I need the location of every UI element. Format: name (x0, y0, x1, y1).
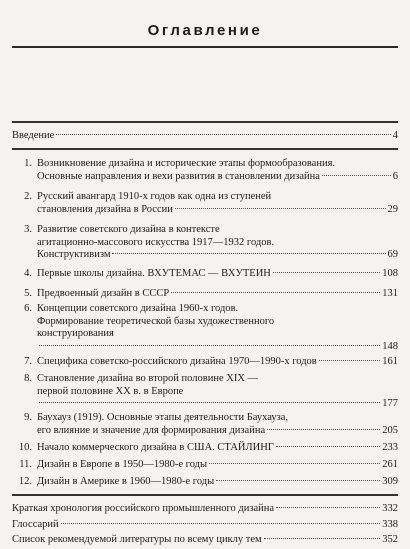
entry-page: 108 (382, 268, 398, 279)
entry-line: становления дизайна в России (37, 203, 173, 215)
entry-line: Баухауз (1919). Основные этапы деятельности Баухауза, (37, 412, 289, 423)
entry-page: 352 (382, 534, 398, 545)
leader-dots (112, 253, 385, 254)
title-rule (12, 46, 398, 48)
entry-line: Концепции советского дизайна 1960-х годов. (37, 303, 239, 314)
entry-label: Краткая хронология российского промышленного дизайна (12, 503, 275, 514)
entry-page: 233 (382, 442, 398, 453)
leader-dots (267, 429, 380, 430)
entry-line: агитационно-массового искусства 1917—1932 годов. (37, 236, 275, 248)
entry-line: Возникновение дизайна и исторические этапы формообразования. (37, 158, 336, 169)
leader-dots (273, 272, 380, 273)
chapter-number: 3. (24, 224, 32, 235)
entry-line: Дизайн в Европе в 1950—1980-е годы (37, 459, 208, 470)
chapter-number: 10. (18, 442, 32, 453)
chapter-number: 6. (24, 303, 32, 314)
chapter-number: 5. (24, 288, 32, 299)
leader-dots (56, 134, 390, 135)
entry-line: первой половине XX в. в Европе (37, 385, 184, 397)
leader-dots (216, 480, 380, 481)
leader-dots (276, 507, 380, 508)
entry-label: Глоссарий (12, 519, 59, 530)
entry-label: Введение (12, 130, 55, 141)
chapter-number: 1. (24, 158, 32, 169)
entry-line: Русский авангард 1910-х годов как одна из ступеней (37, 191, 272, 202)
entry-line: Начало коммерческого дизайна в США. СТАЙЛИНГ (37, 442, 274, 453)
entry-line: Специфика советско-российского дизайна 1970—1990-х годов (37, 356, 317, 367)
chapter-number: 11. (19, 459, 32, 470)
leader-dots (171, 292, 380, 293)
entry-line: конструирования (37, 328, 114, 339)
divider-chapters-top (12, 148, 398, 150)
entry-line: его влияние и значение для формирования дизайна (37, 424, 266, 436)
divider-back-top (12, 494, 398, 496)
chapter-number: 12. (18, 476, 32, 487)
entry-page: 4 (392, 130, 398, 141)
leader-dots (61, 523, 381, 524)
leader-dots (322, 175, 391, 176)
entry-line: Развитие советского дизайна в контексте (37, 224, 220, 235)
entry-line: Основные направления и вехи развития в становлении дизайна (37, 170, 320, 182)
leader-dots (175, 208, 386, 209)
chapter-number: 4. (24, 268, 32, 279)
entry-line: Конструктивизм (37, 249, 111, 260)
entry-page: 6 (392, 170, 398, 182)
entry-page: 261 (382, 459, 398, 470)
entry-line: Предвоенный дизайн в СССР (37, 288, 170, 299)
chapter-number: 7. (24, 356, 32, 367)
entry-line: Формирование теоретической базы художественного (37, 315, 275, 327)
entry-page: 177 (382, 398, 398, 409)
divider-top (12, 121, 398, 123)
page-title: Оглавление (147, 22, 263, 39)
entry-line: Становление дизайна во второй половине XIX — (37, 373, 259, 384)
entry-line: Дизайн в Америке в 1960—1980-е годы (37, 476, 215, 487)
entry-page: 148 (382, 340, 398, 352)
leader-dots (39, 345, 380, 346)
entry-page: 309 (382, 476, 398, 487)
entry-page: 332 (382, 503, 398, 514)
leader-dots (209, 463, 380, 464)
chapter-number: 2. (24, 191, 32, 202)
chapter-number: 8. (24, 373, 32, 384)
leader-dots (276, 446, 380, 447)
chapter-number: 9. (24, 412, 32, 423)
entry-page: 338 (382, 519, 398, 530)
entry-label: Список рекомендуемой литературы по всему циклу тем (12, 534, 262, 545)
entry-page: 161 (382, 356, 398, 367)
entry-line: Первые школы дизайна. ВХУТЕМАС — ВХУТЕИН (37, 268, 271, 279)
entry-page: 69 (387, 249, 398, 260)
entry-page: 205 (382, 424, 398, 436)
leader-dots (264, 538, 381, 539)
leader-dots (319, 360, 380, 361)
entry-page: 29 (387, 203, 398, 215)
leader-dots (39, 402, 380, 403)
entry-page: 131 (382, 288, 398, 299)
